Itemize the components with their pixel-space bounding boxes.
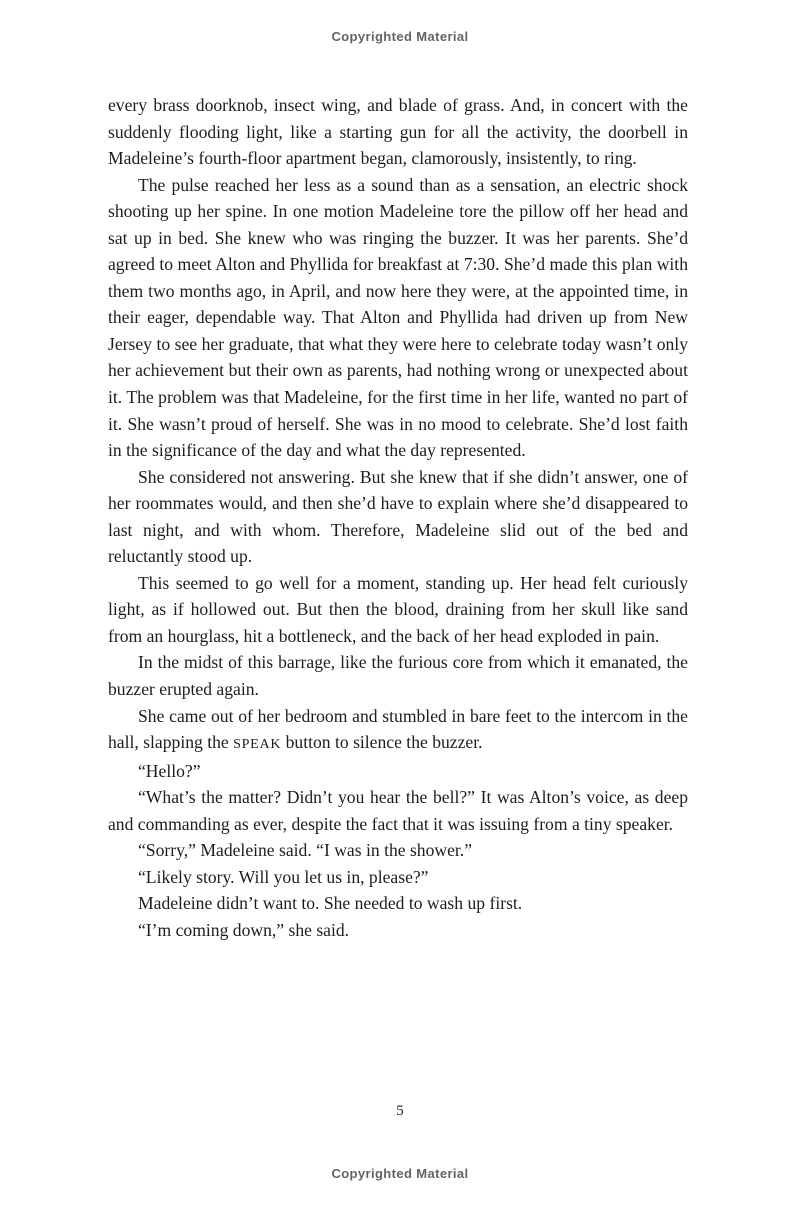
- paragraph: [108, 890, 688, 917]
- text-run: In the midst of this barrage, like the furious core from which it emanated, the buzzer erupted again.: [108, 652, 688, 700]
- text-run: She considered not answering. But she knew that if she didn’t answer, one of her roommates would, and then she’d have to explain where she’d disappeared to last night, and with whom. Therefore, Madeleine slid out of the bed and reluctantly stood up.: [108, 466, 688, 567]
- text-run: This seemed to go well for a moment, standing up. Her head felt curiously light, as if hollowed out. But then the blood, draining from her skull like sand from an hourglass, hit a bottleneck, and the back of her head exploded in pain.: [108, 572, 688, 646]
- paragraph: [108, 92, 688, 172]
- text-run: “Sorry,” Madeleine said. “I was in the shower.”: [138, 840, 473, 861]
- paragraph: [108, 864, 688, 891]
- copyright-notice-bottom: Copyrighted Material: [331, 1166, 469, 1181]
- text-run: “I’m coming down,” she said.: [138, 919, 350, 940]
- text-run: She came out of her bedroom and stumbled in bare feet to the intercom in the hall, slapping the: [108, 705, 688, 753]
- text-run: every brass doorknob, insect wing, and blade of grass. And, in concert with the suddenly flooding light, like a starting gun for all the activity, the doorbell in Madeleine’s fourth-floor apartment began, clamorously, insistently, to ring.: [108, 95, 688, 169]
- page-number: 5: [396, 1103, 404, 1119]
- smallcaps-text: SPEAK: [233, 736, 282, 753]
- paragraph: [108, 758, 688, 785]
- text-run: Madeleine didn’t want to. She needed to wash up first.: [138, 893, 523, 914]
- paragraph: [108, 464, 688, 570]
- paragraph: [108, 837, 688, 864]
- page-body: [108, 92, 688, 944]
- text-run: The pulse reached her less as a sound than as a sensation, an electric shock shooting up her spine. In one motion Madeleine tore the pillow off her head and sat up in bed. She knew who was ringing the buzzer. It was her parents. She’d agreed to meet Alton and Phyllida for breakfast at 7:30. She’d made this plan with them two months ago, in April, and now here they were, at the appointed time, in their eager, dependable way. That Alton and Phyllida had driven up from New Jersey to see her graduate, that what they were here to celebrate today wasn’t only her achievement but their own as parents, had nothing wrong or unexpected about it. The problem was that Madeleine, for the first time in her life, wanted no part of it. She wasn’t proud of herself. She was in no mood to celebrate. She’d lost faith in the significance of the day and what the day represented.: [108, 174, 688, 461]
- text-run: “Likely story. Will you let us in, please?”: [138, 866, 429, 887]
- text-run: “What’s the matter? Didn’t you hear the bell?” It was Alton’s voice, as deep and commanding as ever, despite the fact that it was issuing from a tiny speaker.: [108, 787, 688, 834]
- paragraph: [108, 784, 688, 837]
- paragraph: [108, 570, 688, 650]
- paragraph: [108, 649, 688, 702]
- text-run: button to silence the buzzer.: [281, 732, 483, 753]
- text-run: “Hello?”: [138, 760, 201, 781]
- paragraph: [108, 917, 688, 944]
- paragraph: [108, 172, 688, 464]
- copyright-notice-top: Copyrighted Material: [331, 29, 469, 44]
- paragraph: [108, 703, 688, 758]
